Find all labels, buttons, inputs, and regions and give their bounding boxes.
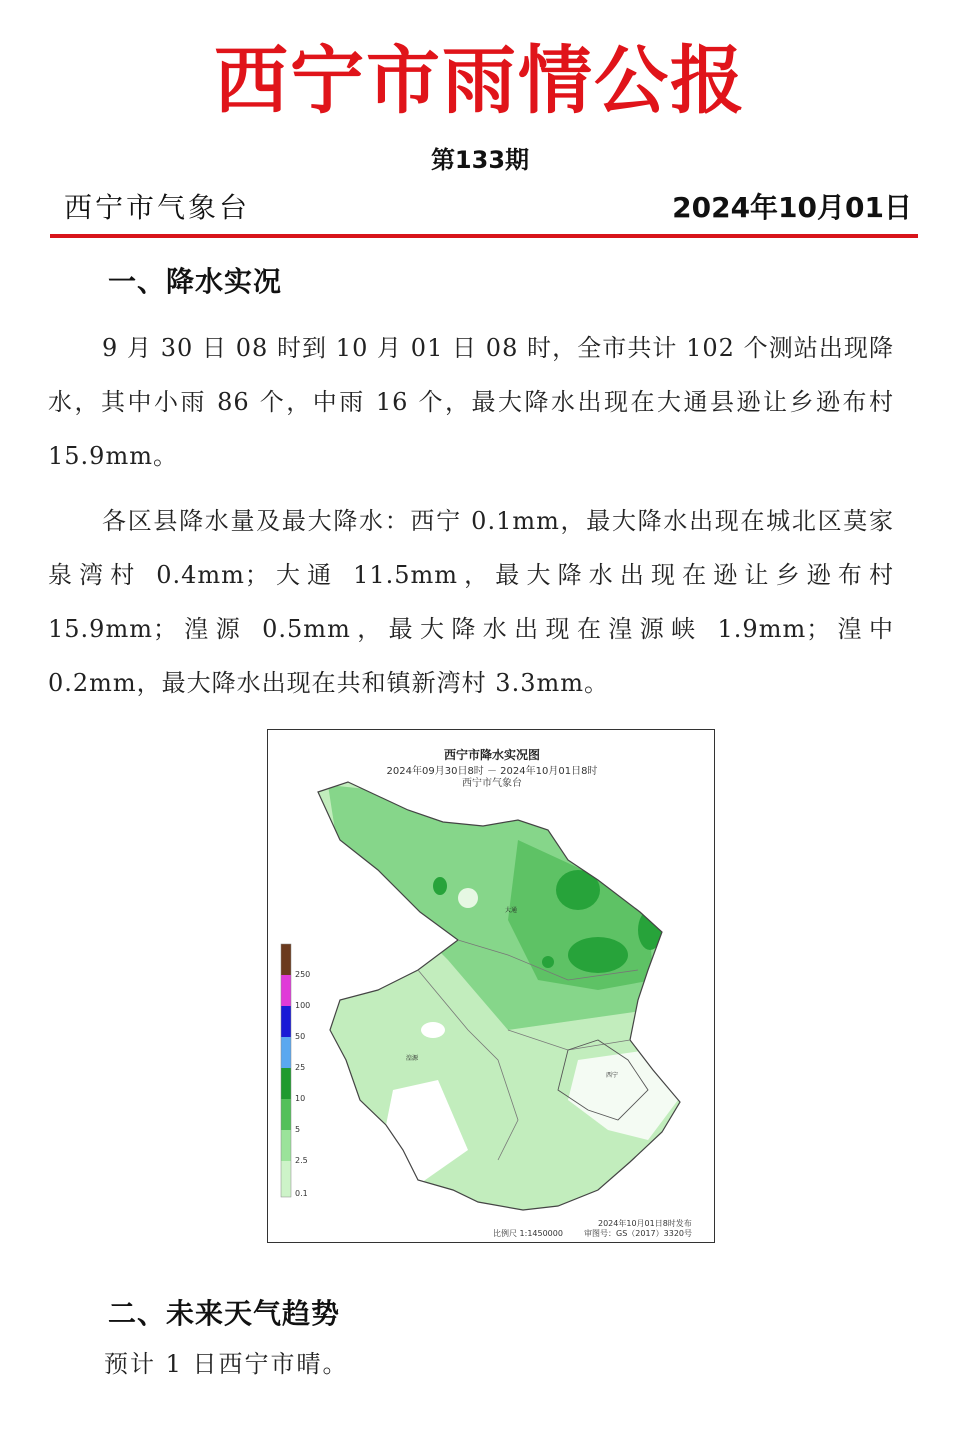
map-label-xining: 西宁 (606, 1072, 619, 1079)
bulletin-title: 西宁市雨情公报 (214, 38, 746, 124)
legend-label: 10 (295, 1094, 306, 1103)
legend-label: 100 (295, 1001, 311, 1010)
header-divider (50, 234, 918, 238)
map-organization: 西宁市气象台 (462, 778, 522, 789)
map-review-number: 审图号：GS（2017）3320号 (584, 1229, 692, 1238)
legend-label: 50 (295, 1032, 306, 1041)
precipitation-shading (268, 730, 714, 1242)
legend-label: 2.5 (295, 1156, 308, 1165)
map-period: 2024年09月30日8时 － 2024年10月01日8时 (386, 766, 598, 777)
forecast-text: 预计 1 日西宁市晴。 (104, 1350, 349, 1378)
map-label-huangyuan: 湟源 (406, 1055, 419, 1062)
legend-label: 250 (295, 970, 311, 979)
precipitation-map (267, 729, 715, 1243)
legend-label: 0.1 (295, 1189, 308, 1198)
legend-bar (281, 944, 291, 1197)
legend-label: 5 (295, 1125, 301, 1134)
map-scale: 比例尺 1:1450000 (493, 1229, 563, 1238)
section-heading-precipitation: 一、降水实况 (108, 265, 283, 298)
district-precipitation-paragraph: 各区县降水量及最大降水：西宁 0.1mm，最大降水出现在城北区莫家泉湾村 0.4mm；大通 11.5mm，最大降水出现在逊让乡逊布村 15.9mm；湟源 0.5mm，最大降水出现在湟源峡 1.9mm；湟中 0.2mm，最大降水出现在共和镇新湾村 3.3mm。 (48, 507, 894, 697)
map-label-datong: 大通 (505, 907, 518, 914)
legend-label: 25 (295, 1063, 306, 1072)
precipitation-map-graphic (268, 730, 714, 1242)
precipitation-summary-paragraph: 9 月 30 日 08 时到 10 月 01 日 08 时，全市共计 102 个测站出现降水，其中小雨 86 个，中雨 16 个，最大降水出现在大通县逊让乡逊布村 15.9mm。 (48, 334, 894, 470)
section-heading-forecast: 二、未来天气趋势 (108, 1297, 341, 1330)
issue-number: 第133期 (430, 146, 530, 174)
issuing-organization: 西宁市气象台 (64, 191, 251, 224)
map-title: 西宁市降水实况图 (443, 748, 540, 762)
issue-date: 2024年10月01日 (672, 191, 912, 224)
map-issued-time: 2024年10月01日8时发布 (598, 1219, 692, 1228)
